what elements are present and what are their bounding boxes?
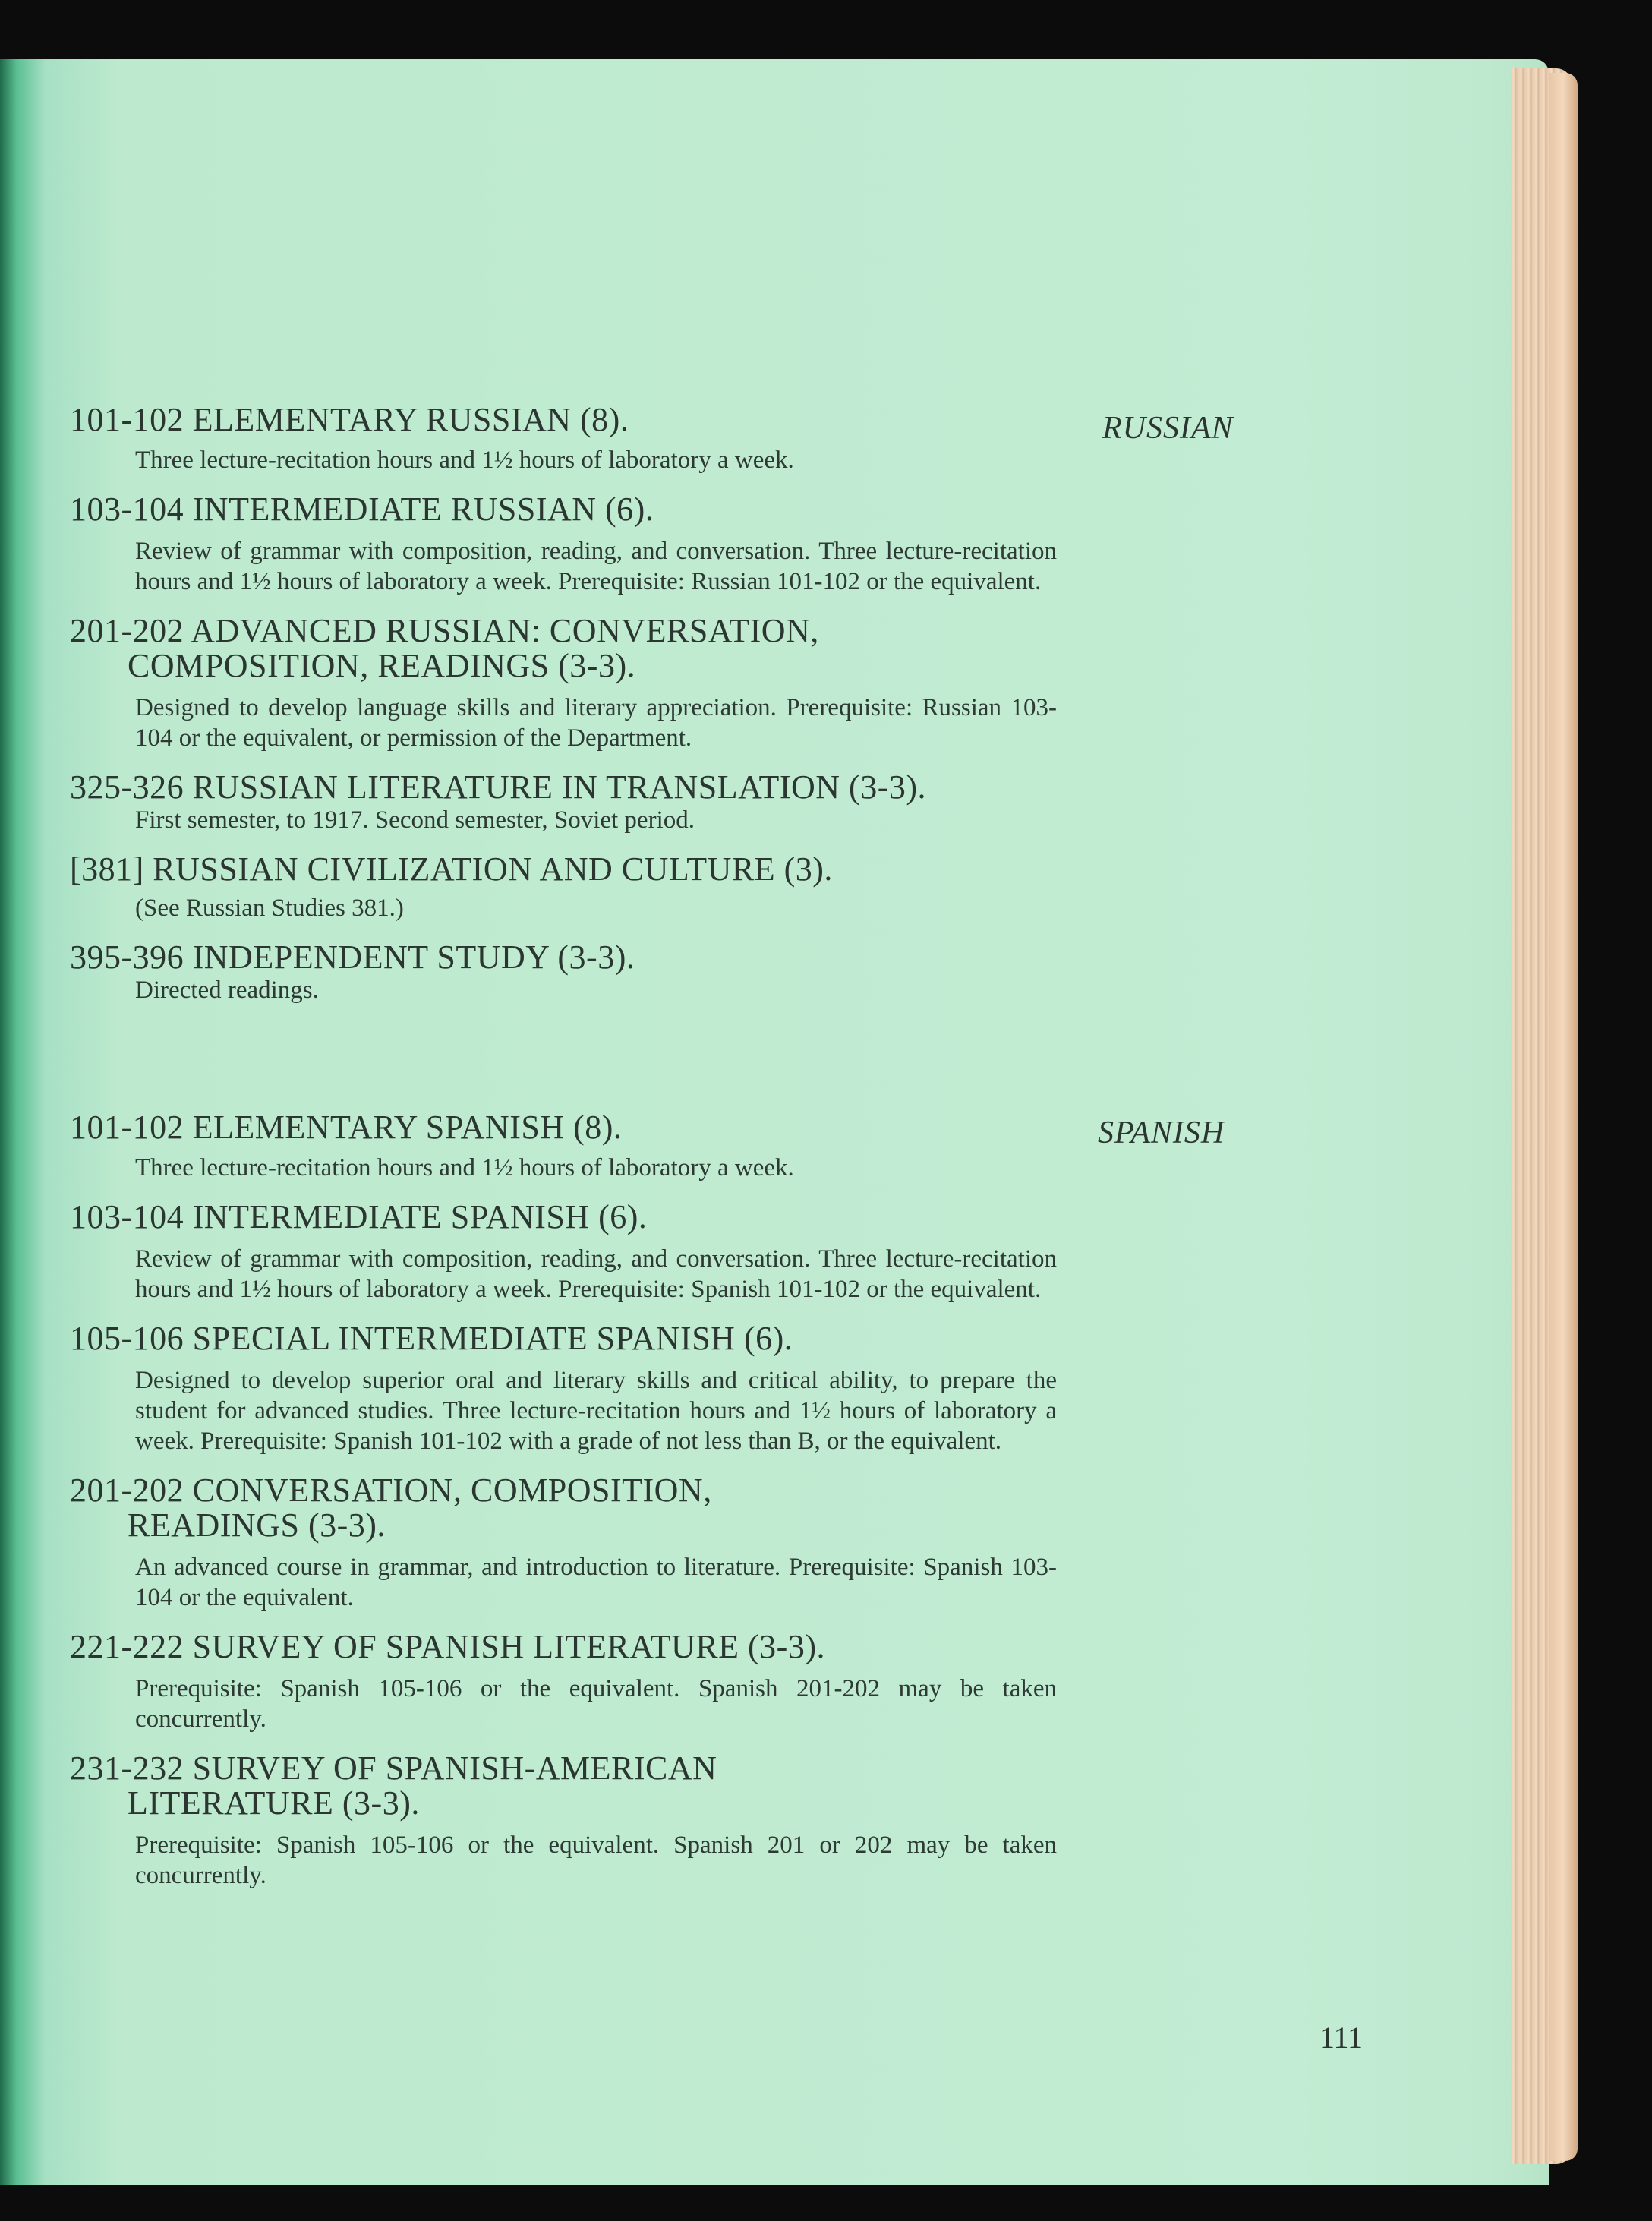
course-entry [70,852,1057,923]
course-description: Review of grammar with composition, reading, and conversation. Three lecture-recitation hours and 1½ hours of laboratory a week. Prerequisite: Russian 101-102 or the equivalent. [135,538,1057,595]
course-description: Designed to develop superior oral and literary skills and critical ability, to prepare the student for advanced studies. Three lecture-recitation hours and 1½ hours of laboratory a week. Prerequisite: Spanish 101-102 with a grade of not less than B, or the equivalent. [135,1367,1057,1455]
course-title: 103-104 INTERMEDIATE RUSSIAN (6). [70,491,654,528]
course-title: [381] RUSSIAN CIVILIZATION AND CULTURE (3). [70,850,833,888]
course-entry [70,1321,1057,1456]
course-entry [70,614,1057,753]
course-description: Designed to develop language skills and literary appreciation. Prerequisite: Russian 103-104 or the equivalent, or permission of the Department. [135,694,1057,752]
course-title: 201-202 CONVERSATION, COMPOSITION, READINGS (3-3). [70,1472,712,1544]
course-entry [70,940,1057,1005]
section-heading-russian: RUSSIAN [1102,411,1234,446]
course-entry [70,492,1057,597]
course-title: 325-326 RUSSIAN LITERATURE IN TRANSLATION (3-3). [70,768,927,806]
course-description: First semester, to 1917. Second semester, Soviet period. [135,806,695,834]
course-description: (See Russian Studies 381.) [135,894,404,922]
course-entry [70,1751,1057,1891]
spanish-course-list [70,1110,1057,1891]
section-heading-spanish: SPANISH [1098,1115,1225,1150]
course-description: Prerequisite: Spanish 105-106 or the equivalent. Spanish 201 or 202 may be taken concurrently. [135,1831,1057,1889]
course-entry [70,1110,1057,1183]
course-description: An advanced course in grammar, and introduction to literature. Prerequisite: Spanish 103-104 or the equivalent. [135,1554,1057,1611]
course-title: 221-222 SURVEY OF SPANISH LITERATURE (3-3). [70,1628,825,1665]
course-description: Prerequisite: Spanish 105-106 or the equivalent. Spanish 201-202 may be taken concurrently. [135,1675,1057,1733]
course-description: Three lecture-recitation hours and 1½ hours of laboratory a week. [135,446,794,474]
course-title: 101-102 ELEMENTARY SPANISH (8). [70,1109,623,1146]
page-number: 111 [1319,2021,1364,2055]
course-title: 395-396 INDEPENDENT STUDY (3-3). [70,939,635,976]
course-description: Review of grammar with composition, reading, and conversation. Three lecture-recitation hours and 1½ hours of laboratory a week. Prerequisite: Spanish 101-102 or the equivalent. [135,1245,1057,1303]
course-title: 103-104 INTERMEDIATE SPANISH (6). [70,1198,648,1235]
course-title: 201-202 ADVANCED RUSSIAN: CONVERSATION, COMPOSITION, READINGS (3-3). [70,612,819,684]
russian-course-list [70,402,1057,1005]
course-title: 105-106 SPECIAL INTERMEDIATE SPANISH (6). [70,1320,793,1357]
course-entry [70,1629,1057,1734]
course-entry [70,1200,1057,1305]
course-description: Directed readings. [135,976,319,1004]
page-edges-outer [1549,73,1578,2161]
course-description: Three lecture-recitation hours and 1½ hours of laboratory a week. [135,1154,794,1181]
course-entry [70,1473,1057,1613]
course-entry [70,402,1057,475]
course-title: 231-232 SURVEY OF SPANISH-AMERICAN LITERATURE (3-3). [70,1749,717,1822]
course-entry [70,770,1057,835]
course-title: 101-102 ELEMENTARY RUSSIAN (8). [70,401,629,438]
